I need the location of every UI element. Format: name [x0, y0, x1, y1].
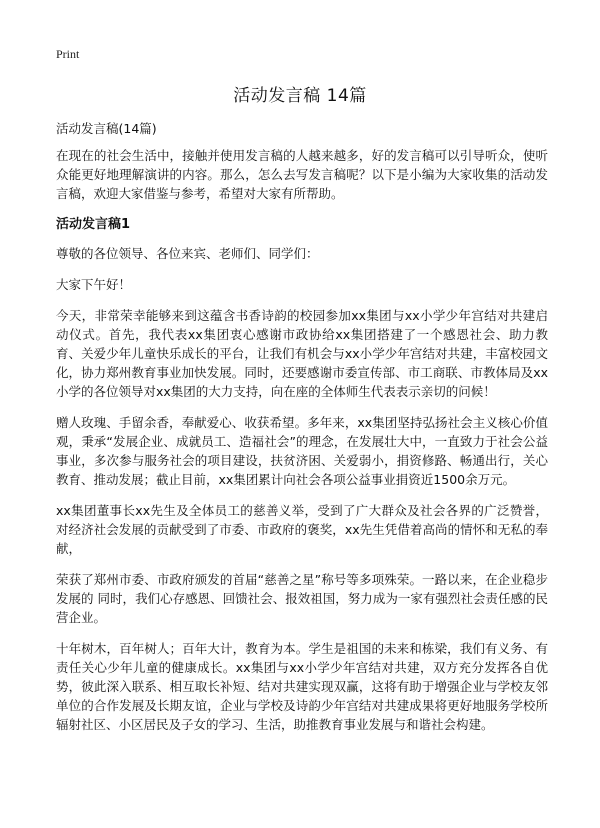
article-body	[56, 119, 548, 746]
salutation-paragraph: 尊敬的各位领导、各位来宾、老师们、同学们：	[56, 246, 319, 261]
section-heading: 活动发言稿1	[56, 217, 131, 232]
body-paragraph-5: 十年树木，百年树人；百年大计，教育为本。学生是祖国的未来和栋梁，我们有义务、有责任关心少年儿童的健康成长。xx集团与xx小学少年宫结对共建，双方充分发挥各自优势，彼此深入联系、相互取长补短、结对共建实现双赢，这将有助于增强企业与学校友邻单位的合作发展及长期友谊，企业与学校及诗韵少年宫结对共建成果将更好地服务学校所辐射社区、小区居民及子女的学习、生活，助推教育事业发展与和谐社会构建。	[56, 641, 548, 732]
body-paragraph-2: 赠人玫瑰、手留余香，奉献爱心、收获希望。多年来，xx集团坚持弘扬社会主义核心价值观，秉承“发展企业、成就员工、造福社会”的理念，在发展壮大中，一直致力于社会公益事业，多次参与服务社会的项目建设，扶贫济困、关爱弱小，捐资修路、畅通出行，关心教育、推动发展；截止目前，xx集团累计向社会各项公益事业捐资近1500余万元。	[56, 415, 548, 487]
body-paragraph-4: 荣获了郑州市委、市政府颁发的首届“慈善之星”称号等多项殊荣。一路以来，在企业稳步发展的 同时，我们心存感恩、回馈社会、报效祖国，努力成为一家有强烈社会责任感的民营企业。	[56, 572, 548, 625]
intro-paragraph: 在现在的社会生活中，接触并使用发言稿的人越来越多，好的发言稿可以引导听众，使听众能更好地理解演讲的内容。那么，怎么去写发言稿呢？以下是小编为大家收集的活动发言稿，欢迎大家借鉴与参考，希望对大家有所帮助。	[56, 148, 548, 201]
article-subtitle: 活动发言稿(14篇)	[56, 121, 157, 136]
greeting-paragraph: 大家下午好！	[56, 277, 132, 292]
print-link[interactable]: Print	[56, 47, 80, 61]
body-paragraph-3: xx集团董事长xx先生及全体员工的慈善义举，受到了广大群众及社会各界的广泛赞誉，对经济社会发展的贡献受到了市委、市政府的褒奖，xx先生凭借着高尚的情怀和无私的奉献，	[56, 503, 548, 556]
body-paragraph-1: 今天，非常荣幸能够来到这蕴含书香诗韵的校园参加xx集团与xx小学少年宫结对共建启动仪式。首先，我代表xx集团衷心感谢市政协给xx集团搭建了一个感恩社会、助力教育、关爱少年儿童快乐成长的平台，让我们有机会与xx小学少年宫结对共建，丰富校园文化，协力郑州教育事业加快发展。同时，还要感谢市委宣传部、市工商联、市教体局及xx小学的各位领导对xx集团的大力支持，向在座的全体师生代表表示亲切的问候！	[56, 308, 548, 399]
page-title: 活动发言稿 14篇	[233, 86, 367, 106]
